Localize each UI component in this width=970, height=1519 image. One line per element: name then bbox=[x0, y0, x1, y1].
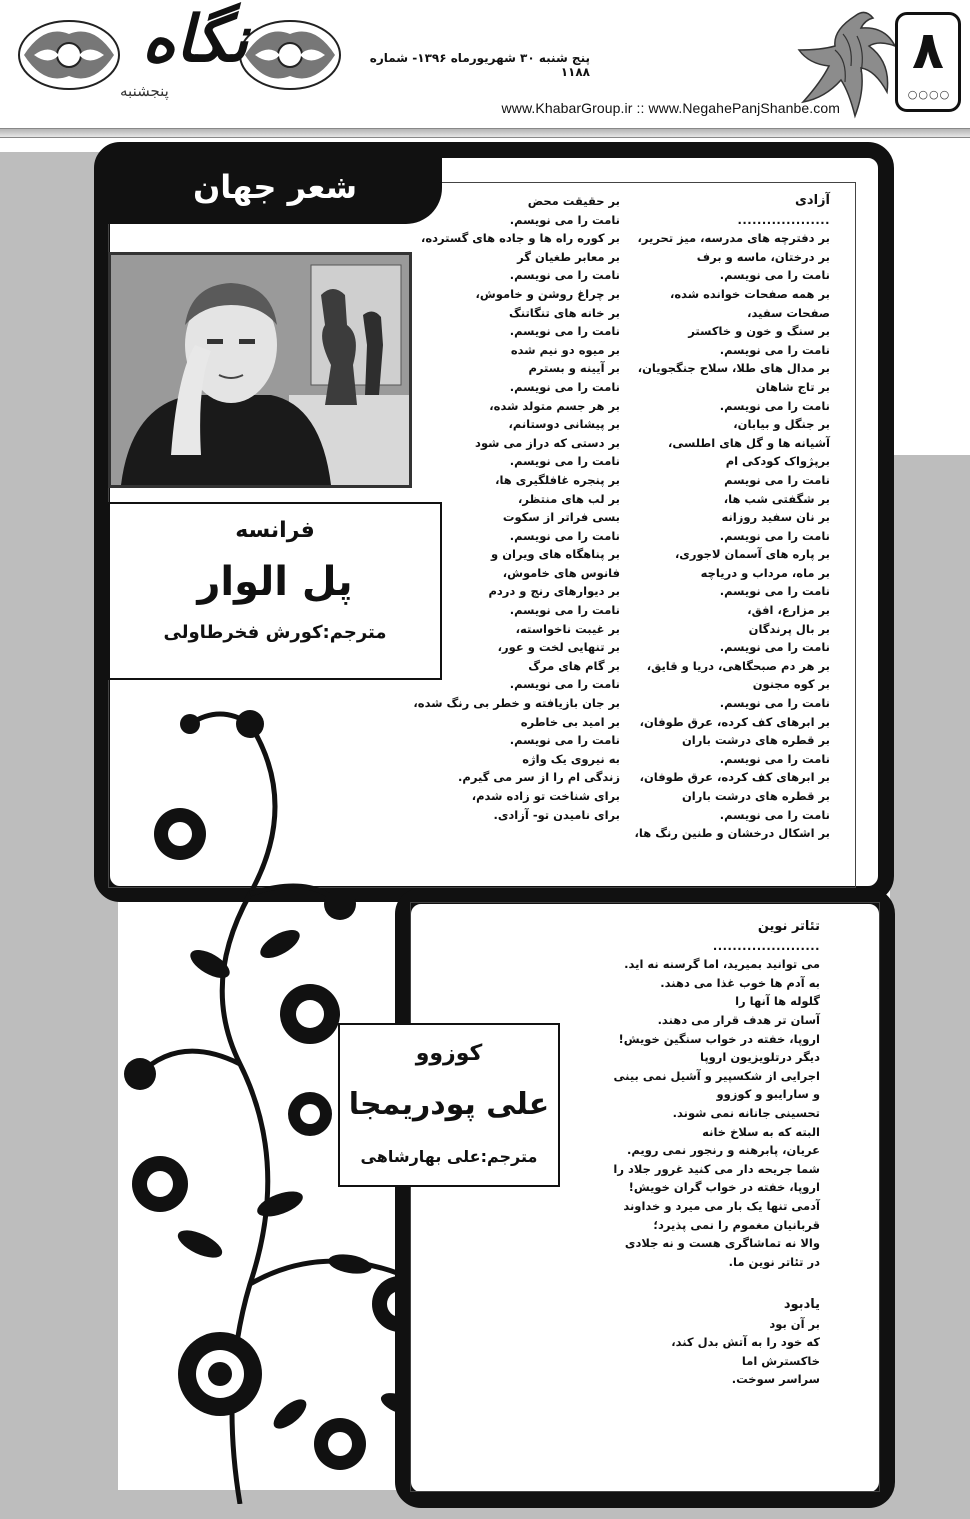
poem-line: شما جریحه دار می کنید غرور جلاد را bbox=[613, 1161, 820, 1176]
poem-line: بر دستی که دراز می شود bbox=[475, 435, 620, 450]
poem-line: بر خانه های تنگاتنگ bbox=[508, 305, 620, 320]
poem-line: بر قطره های درشت باران bbox=[681, 789, 830, 803]
poem-line: نامت را می نویسم. bbox=[509, 528, 620, 543]
poem-line: بر بال پرندگان bbox=[748, 621, 830, 636]
poet1-translator: مترجم:کورش فخرطاولی bbox=[163, 622, 387, 643]
poem-line: بر ماه، مرداب و دریاچه bbox=[700, 565, 830, 580]
poem-line: به آدم ها خوب غذا می دهند. bbox=[660, 975, 820, 990]
poem-line: نامت را می نویسم bbox=[724, 472, 830, 487]
poem-line: نامت را می نویسم. bbox=[509, 454, 620, 469]
page-number: ۸ bbox=[912, 21, 944, 81]
poem-line: بر کوره راه ها و جاده های گسترده، bbox=[420, 231, 620, 246]
poem-line: بر پاره های آسمان لاجوری، bbox=[674, 547, 830, 562]
poem-line: بر تاج شاهان bbox=[755, 379, 830, 394]
poem-line: بر ابرهای کف کرده، عرق طوفان، bbox=[639, 714, 830, 729]
poem3-lines bbox=[560, 1315, 820, 1389]
issue-date-line: پنج شنبه ۳۰ شهریورماه ۱۳۹۶- شماره ۱۱۸۸ bbox=[369, 51, 590, 79]
poem-line: برای نامیدن تو- آزادی. bbox=[493, 807, 620, 822]
poem-line: آشیانه ها و گل های اطلسی، bbox=[668, 435, 830, 450]
arabesque-ornament-icon bbox=[14, 14, 124, 96]
poem-line: بر سنگ و خون و خاکستر bbox=[688, 324, 830, 339]
poem-line: در تئاتر نوین ما. bbox=[728, 1254, 820, 1269]
poem-line: گلوله ها آنها را bbox=[735, 994, 820, 1009]
poem-line: بر همه صفحات خوانده شده، bbox=[670, 286, 830, 301]
right-gray-band bbox=[890, 455, 970, 1519]
poem1-title: آزادی bbox=[795, 193, 830, 208]
poem1-divider: ................... bbox=[737, 212, 830, 227]
poem-line: بر کوه مجنون bbox=[752, 677, 830, 692]
poem-line: اروپا، خفته در خواب سنگین خویش! bbox=[618, 1031, 820, 1046]
poet1-name: پل الوار bbox=[197, 559, 353, 605]
poem-line: بر آیینه و بسترم bbox=[528, 361, 620, 376]
newspaper-logo bbox=[120, 2, 249, 116]
poem-line: بر حقیقت محض bbox=[527, 194, 620, 208]
poem-line: خاکسترش اما bbox=[741, 1353, 820, 1368]
poem-line: بسی فراتر از سکوت bbox=[502, 510, 620, 525]
website-urls: www.KhabarGroup.ir :: www.NegahePanjShanbe.com bbox=[501, 100, 840, 116]
poem-line: نامت را می نویسم. bbox=[509, 677, 620, 692]
poem-line: نامت را می نویسم. bbox=[509, 324, 620, 339]
poem3-column bbox=[560, 1296, 820, 1389]
poem-line: به نیروی یک واژه bbox=[522, 751, 620, 766]
poem-line: نامت را می نویسم. bbox=[719, 342, 830, 357]
poem-line: بر هر جسم متولد شده، bbox=[489, 398, 620, 413]
poem-line: بر پناهگاه های ویران و bbox=[491, 547, 620, 562]
poem-line: صفحات سفید، bbox=[747, 305, 830, 320]
poem-line: نامت را می نویسم. bbox=[509, 603, 620, 618]
poet1-country: فرانسه bbox=[235, 518, 315, 543]
logo-subtitle: پنجشنبه bbox=[120, 82, 169, 100]
poem-line: بر دفترچه های مدرسه، میز تحریر، bbox=[637, 231, 830, 246]
poem-line: دیگر درتلویزیون اروپا bbox=[700, 1050, 820, 1065]
poem-line: زندگی ام را از سر می گیرم. bbox=[458, 770, 620, 785]
poem-line: نامت را می نویسم. bbox=[719, 751, 830, 766]
poem-line: اروپا، خفته در خواب گران خویش! bbox=[628, 1180, 820, 1195]
poem-line: بر غیبت ناخواسته، bbox=[515, 621, 620, 636]
poem-line: نامت را می نویسم. bbox=[719, 584, 830, 599]
poet2-name: علی پودریمجا bbox=[348, 1087, 550, 1122]
arabesque-ornament-icon bbox=[235, 14, 345, 96]
poem2-divider: ...................... bbox=[712, 938, 820, 953]
poem-line: بر شگفتی شب ها، bbox=[723, 491, 830, 506]
badge-chain-ornament: ○○○○ bbox=[907, 88, 951, 101]
poem-line: بر جنگل و بیابان، bbox=[733, 417, 830, 432]
poem-line: نامت را می نویسم. bbox=[509, 212, 620, 227]
poem-line: بر هر دم صبحگاهی، دریا و قایق، bbox=[646, 658, 830, 673]
poem-line: سراسر سوخت. bbox=[731, 1372, 820, 1387]
poem-line: بر میوه دو نیم شده bbox=[510, 342, 620, 357]
poem-line: بر اشکال درخشان و طنین رنگ ها، bbox=[634, 826, 830, 841]
poem-line: نامت را می نویسم. bbox=[719, 696, 830, 711]
poem-line: آدمی تنها یک بار می میرد و خداوند bbox=[623, 1198, 820, 1213]
poem-line: بر گام های مرگ bbox=[528, 658, 620, 673]
poet2-translator: مترجم:علی بهارشاهی bbox=[360, 1147, 538, 1166]
poem-line: قربانیان مغموم را نمی پذیرد؛ bbox=[653, 1217, 820, 1232]
poem-line: بر نان سفید روزانه bbox=[721, 510, 830, 525]
poem-line: برپژواک کودکی ام bbox=[725, 454, 830, 469]
poem-line: می توانید بمیرید، اما گرسنه نه اید. bbox=[624, 957, 820, 972]
poem-line: بر دیوارهای رنج و دردم bbox=[488, 584, 620, 599]
poem-line: والا نه تماشاگری هست و نه جلادی bbox=[624, 1236, 820, 1251]
poet2-country: کوزوو bbox=[415, 1041, 483, 1066]
poem-line: بر مدال های طلا، سلاح جنگجویان، bbox=[637, 361, 830, 376]
poem-line: البته که به سلاخ خانه bbox=[702, 1124, 820, 1139]
poem2-lines bbox=[420, 955, 820, 1271]
poem-line: اجرایی از شکسپیر و آشیل نمی بینی bbox=[613, 1068, 820, 1083]
poem2-column bbox=[420, 918, 820, 1271]
poem-line: بر امید بی خاطره bbox=[520, 714, 620, 729]
poem-line: بر پنجره غافلگیری ها، bbox=[495, 472, 620, 487]
poem-line: بر لب های منتظر، bbox=[517, 491, 620, 506]
poem-line: بر ابرهای کف کرده، عرق طوفان، bbox=[639, 770, 830, 785]
poem-line: نامت را می نویسم. bbox=[509, 733, 620, 748]
phoenix-bird-icon bbox=[795, 6, 903, 124]
poem-line: بر قطره های درشت باران bbox=[681, 733, 830, 748]
poem-line: نامت را می نویسم. bbox=[719, 268, 830, 283]
poem-line: بر تنهایی لخت و عور، bbox=[497, 640, 620, 655]
masthead bbox=[0, 0, 970, 140]
poem-line: بر درختان، ماسه و برف bbox=[696, 249, 830, 264]
poem-line: بر پیشانی دوستانم، bbox=[508, 417, 620, 432]
poem2-title: تئاتر نوین bbox=[757, 919, 820, 934]
section-title: شعر جهان bbox=[192, 168, 358, 206]
poem-line: بر معابر طغیان گر bbox=[517, 249, 620, 264]
poem-line: نامت را می نویسم. bbox=[509, 379, 620, 394]
poem-line: بر مزارع، افق، bbox=[747, 603, 830, 618]
poem-line: نامت را می نویسم. bbox=[719, 640, 830, 655]
poem-line: بر جان بازیافته و خطر بی رنگ شده، bbox=[413, 696, 620, 711]
poem-line: بر آن بود bbox=[769, 1316, 820, 1331]
poem-line: عریان، پابرهنه و رنجور نمی رویم. bbox=[627, 1143, 820, 1158]
poem-line: تحسینی جانانه نمی شوند. bbox=[672, 1105, 820, 1120]
masthead-rule bbox=[0, 128, 970, 138]
poem-line: نامت را می نویسم. bbox=[509, 268, 620, 283]
poem-line: فانوس های خاموش، bbox=[502, 565, 620, 580]
poem3-title: یادبود bbox=[783, 1297, 820, 1312]
poem-line: نامت را می نویسم. bbox=[719, 398, 830, 413]
poem-line: بر چراغ روشن و خاموش، bbox=[475, 286, 620, 301]
logo-text: نگاه bbox=[142, 2, 249, 77]
poem-line: برای شناخت تو زاده شدم، bbox=[471, 789, 620, 803]
poem-line: نامت را می نویسم. bbox=[719, 528, 830, 543]
poem-line: نامت را می نویسم. bbox=[719, 807, 830, 822]
poem-line: و سارایبو و کوزوو bbox=[716, 1087, 820, 1102]
poem-line: که خود را به آتش بدل کند، bbox=[671, 1335, 820, 1350]
poem-line: آسان تر هدف قرار می دهند. bbox=[657, 1012, 820, 1027]
page-number-badge bbox=[895, 12, 961, 112]
